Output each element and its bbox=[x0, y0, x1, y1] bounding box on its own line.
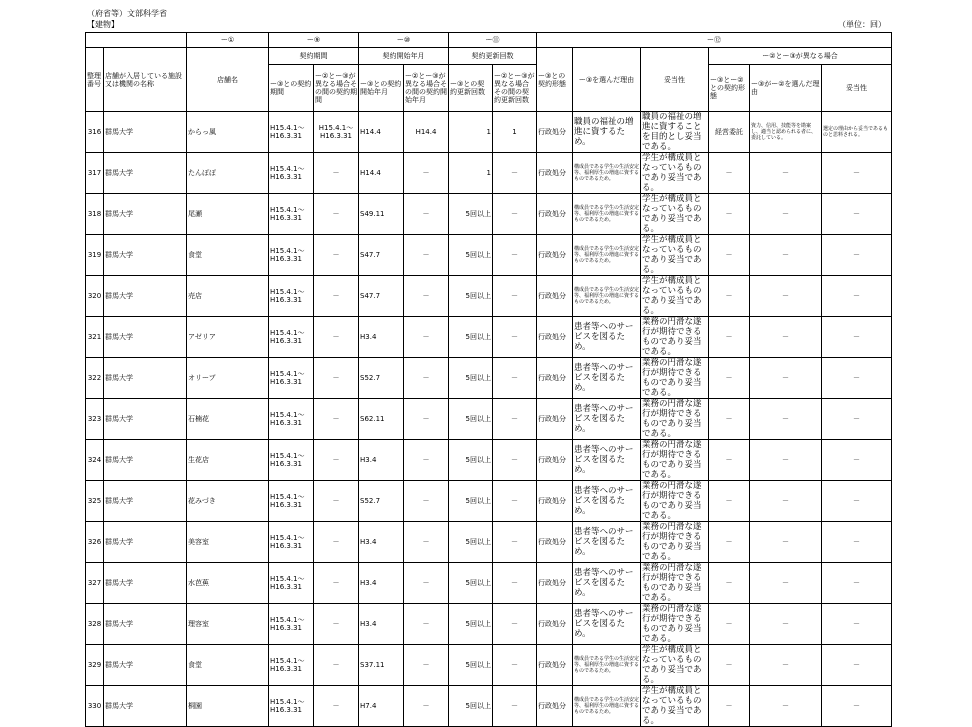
row-renewals-3: 1 bbox=[449, 112, 493, 153]
row-start-2: － bbox=[404, 604, 449, 645]
row-renewals-2: － bbox=[493, 563, 537, 604]
row-store: 尾瀬 bbox=[187, 194, 269, 235]
ministry-label: （府省等）文部科学省 bbox=[87, 9, 167, 18]
row-validity-2: － bbox=[822, 276, 892, 317]
row-org: 群馬大学 bbox=[104, 686, 187, 727]
row-start-3: S52.7 bbox=[359, 358, 404, 399]
row-renewals-2: － bbox=[493, 358, 537, 399]
row-start-3: H3.4 bbox=[359, 440, 404, 481]
row-validity: 学生が構成員となっているものであり妥当である。 bbox=[641, 276, 709, 317]
row-store: 売店 bbox=[187, 276, 269, 317]
row-reason: 構成員である学生の生活安定等、福利厚生の増進に資するものであるため。 bbox=[573, 686, 641, 727]
row-period-3: H15.4.1～H16.3.31 bbox=[269, 276, 314, 317]
row-org: 群馬大学 bbox=[104, 194, 187, 235]
row-reason: 患者等へのサービスを図るため。 bbox=[573, 317, 641, 358]
row-validity-2: － bbox=[822, 317, 892, 358]
row-period-3: H15.4.1～H16.3.31 bbox=[269, 112, 314, 153]
row-renewals-2: － bbox=[493, 440, 537, 481]
table-row bbox=[86, 481, 892, 522]
row-period-3: H15.4.1～H16.3.31 bbox=[269, 317, 314, 358]
row-start-2: － bbox=[404, 317, 449, 358]
row-reason: 患者等へのサービスを図るため。 bbox=[573, 481, 641, 522]
row-start-3: S52.7 bbox=[359, 481, 404, 522]
row-period-3: H15.4.1～H16.3.31 bbox=[269, 645, 314, 686]
table-row bbox=[86, 194, 892, 235]
row-contract-form-2: － bbox=[709, 358, 750, 399]
row-org: 群馬大学 bbox=[104, 440, 187, 481]
row-start-2: － bbox=[404, 686, 449, 727]
row-no: 327 bbox=[86, 563, 104, 604]
row-contract-form-2: － bbox=[709, 440, 750, 481]
row-start-2: － bbox=[404, 358, 449, 399]
row-period-2: H15.4.1～H16.3.31 bbox=[314, 112, 359, 153]
row-renewals-3: 5回以上 bbox=[449, 358, 493, 399]
row-start-2: － bbox=[404, 194, 449, 235]
row-contract-form: 行政処分 bbox=[537, 481, 573, 522]
row-validity: 業務の円滑な遂行が期待できるものであり妥当である。 bbox=[641, 604, 709, 645]
table-row bbox=[86, 686, 892, 727]
row-no: 330 bbox=[86, 686, 104, 727]
row-validity: 業務の円滑な遂行が期待できるものであり妥当である。 bbox=[641, 522, 709, 563]
row-contract-form-2: － bbox=[709, 604, 750, 645]
row-validity: 職員の福祉の増進に資することを目的とし妥当である。 bbox=[641, 112, 709, 153]
row-period-3: H15.4.1～H16.3.31 bbox=[269, 686, 314, 727]
row-start-2: － bbox=[404, 563, 449, 604]
row-validity: 学生が構成員となっているものであり妥当である。 bbox=[641, 153, 709, 194]
row-renewals-2: － bbox=[493, 522, 537, 563]
header-n3: ー③との契約更新回数 bbox=[449, 65, 493, 112]
header-blank bbox=[86, 33, 187, 48]
row-period-2: － bbox=[314, 399, 359, 440]
row-store: たんぽぽ bbox=[187, 153, 269, 194]
row-reason-2: － bbox=[750, 194, 822, 235]
subgroup-start: 契約開始年月 bbox=[359, 48, 449, 65]
row-period-2: － bbox=[314, 686, 359, 727]
row-renewals-3: 5回以上 bbox=[449, 522, 493, 563]
row-renewals-2: － bbox=[493, 481, 537, 522]
row-start-2: － bbox=[404, 645, 449, 686]
group-label-10: ー⑩ bbox=[359, 33, 449, 48]
row-reason-2: 資力、信用、技能等を勘案し、適当と認められる者に、委託している。 bbox=[750, 112, 822, 153]
row-validity: 業務の円滑な遂行が期待できるものであり妥当である。 bbox=[641, 317, 709, 358]
row-validity: 学生が構成員となっているものであり妥当である。 bbox=[641, 645, 709, 686]
table-row bbox=[86, 112, 892, 153]
row-start-3: S37.11 bbox=[359, 645, 404, 686]
row-validity-2: － bbox=[822, 399, 892, 440]
row-validity: 業務の円滑な遂行が期待できるものであり妥当である。 bbox=[641, 440, 709, 481]
row-contract-form-2: 経営委託 bbox=[709, 112, 750, 153]
row-store: 食堂 bbox=[187, 645, 269, 686]
table-body bbox=[86, 112, 892, 727]
row-store: からっ風 bbox=[187, 112, 269, 153]
row-period-2: － bbox=[314, 235, 359, 276]
table-row bbox=[86, 645, 892, 686]
row-no: 320 bbox=[86, 276, 104, 317]
row-reason: 構成員である学生の生活安定等、福利厚生の増進に資するものであるため。 bbox=[573, 235, 641, 276]
row-store: 食堂 bbox=[187, 235, 269, 276]
row-renewals-2: 1 bbox=[493, 112, 537, 153]
row-org: 群馬大学 bbox=[104, 522, 187, 563]
row-period-2: － bbox=[314, 645, 359, 686]
row-validity: 業務の円滑な遂行が期待できるものであり妥当である。 bbox=[641, 358, 709, 399]
row-org: 群馬大学 bbox=[104, 645, 187, 686]
row-renewals-2: － bbox=[493, 645, 537, 686]
row-period-3: H15.4.1～H16.3.31 bbox=[269, 399, 314, 440]
header-form2: ー③とー②との契約形態 bbox=[709, 65, 750, 112]
row-start-2: － bbox=[404, 440, 449, 481]
row-contract-form: 行政処分 bbox=[537, 645, 573, 686]
row-org: 群馬大学 bbox=[104, 317, 187, 358]
row-org: 群馬大学 bbox=[104, 481, 187, 522]
group-label-11: ー⑪ bbox=[449, 33, 537, 48]
row-contract-form: 行政処分 bbox=[537, 235, 573, 276]
header-p2: ー②とー③が異なる場合その間の契約期間 bbox=[314, 65, 359, 112]
row-reason: 構成員である学生の生活安定等、福利厚生の増進に資するものであるため。 bbox=[573, 194, 641, 235]
row-no: 325 bbox=[86, 481, 104, 522]
category-label: 【建物】 bbox=[87, 20, 119, 29]
row-period-3: H15.4.1～H16.3.31 bbox=[269, 235, 314, 276]
group-label-1: ー① bbox=[187, 33, 269, 48]
header-valid: 妥当性 bbox=[641, 48, 709, 112]
row-period-3: H15.4.1～H16.3.31 bbox=[269, 358, 314, 399]
row-store: 水芭蕉 bbox=[187, 563, 269, 604]
row-start-3: H3.4 bbox=[359, 563, 404, 604]
row-renewals-2: － bbox=[493, 399, 537, 440]
row-contract-form: 行政処分 bbox=[537, 194, 573, 235]
row-validity-2: － bbox=[822, 645, 892, 686]
table-row bbox=[86, 399, 892, 440]
table-header bbox=[86, 33, 892, 112]
row-period-2: － bbox=[314, 522, 359, 563]
row-renewals-2: － bbox=[493, 235, 537, 276]
row-period-2: － bbox=[314, 358, 359, 399]
row-contract-form: 行政処分 bbox=[537, 399, 573, 440]
table-row bbox=[86, 317, 892, 358]
row-renewals-3: 5回以上 bbox=[449, 686, 493, 727]
row-start-2: － bbox=[404, 276, 449, 317]
row-start-3: H3.4 bbox=[359, 604, 404, 645]
header-reason2: ー③がー②を選んだ理由 bbox=[750, 65, 822, 112]
row-store: 桐園 bbox=[187, 686, 269, 727]
row-reason: 患者等へのサービスを図るため。 bbox=[573, 563, 641, 604]
header-store: 店舗名 bbox=[187, 48, 269, 112]
row-renewals-3: 5回以上 bbox=[449, 276, 493, 317]
header-form3: ー③との契約形態 bbox=[537, 48, 573, 112]
row-store: 生花店 bbox=[187, 440, 269, 481]
row-renewals-3: 5回以上 bbox=[449, 235, 493, 276]
row-period-3: H15.4.1～H16.3.31 bbox=[269, 522, 314, 563]
row-validity: 業務の円滑な遂行が期待できるものであり妥当である。 bbox=[641, 481, 709, 522]
table-row bbox=[86, 235, 892, 276]
row-contract-form-2: － bbox=[709, 235, 750, 276]
row-start-3: H14.4 bbox=[359, 112, 404, 153]
row-start-3: S62.11 bbox=[359, 399, 404, 440]
row-org: 群馬大学 bbox=[104, 112, 187, 153]
row-period-2: － bbox=[314, 604, 359, 645]
row-renewals-2: － bbox=[493, 686, 537, 727]
row-contract-form: 行政処分 bbox=[537, 686, 573, 727]
subgroup-renewals: 契約更新回数 bbox=[449, 48, 537, 65]
row-org: 群馬大学 bbox=[104, 358, 187, 399]
row-renewals-3: 5回以上 bbox=[449, 194, 493, 235]
table-row bbox=[86, 563, 892, 604]
row-validity-2: － bbox=[822, 563, 892, 604]
group-label-12: ー⑫ bbox=[537, 33, 892, 48]
row-validity-2: － bbox=[822, 604, 892, 645]
row-no: 316 bbox=[86, 112, 104, 153]
row-reason-2: － bbox=[750, 522, 822, 563]
row-org: 群馬大学 bbox=[104, 604, 187, 645]
row-validity-2: － bbox=[822, 686, 892, 727]
row-reason-2: － bbox=[750, 440, 822, 481]
row-start-3: S49.11 bbox=[359, 194, 404, 235]
row-reason-2: － bbox=[750, 645, 822, 686]
row-validity-2: － bbox=[822, 153, 892, 194]
row-contract-form-2: － bbox=[709, 194, 750, 235]
row-reason-2: － bbox=[750, 276, 822, 317]
row-reason: 患者等へのサービスを図るため。 bbox=[573, 399, 641, 440]
row-start-3: H14.4 bbox=[359, 153, 404, 194]
row-start-3: H3.4 bbox=[359, 522, 404, 563]
row-org: 群馬大学 bbox=[104, 399, 187, 440]
row-contract-form-2: － bbox=[709, 481, 750, 522]
row-renewals-3: 5回以上 bbox=[449, 645, 493, 686]
row-no: 322 bbox=[86, 358, 104, 399]
row-renewals-3: 5回以上 bbox=[449, 440, 493, 481]
row-validity-2: － bbox=[822, 440, 892, 481]
row-contract-form: 行政処分 bbox=[537, 317, 573, 358]
row-validity-2: 選定の理由から妥当であるものと思料される。 bbox=[822, 112, 892, 153]
row-contract-form-2: － bbox=[709, 563, 750, 604]
row-validity-2: － bbox=[822, 235, 892, 276]
header-p3: ー③との契約期間 bbox=[269, 65, 314, 112]
row-reason: 構成員である学生の生活安定等、福利厚生の増進に資するものであるため。 bbox=[573, 276, 641, 317]
row-contract-form: 行政処分 bbox=[537, 358, 573, 399]
row-contract-form-2: － bbox=[709, 317, 750, 358]
row-reason: 患者等へのサービスを図るため。 bbox=[573, 604, 641, 645]
row-validity: 学生が構成員となっているものであり妥当である。 bbox=[641, 235, 709, 276]
table-row bbox=[86, 358, 892, 399]
row-contract-form-2: － bbox=[709, 686, 750, 727]
row-contract-form: 行政処分 bbox=[537, 604, 573, 645]
row-contract-form: 行政処分 bbox=[537, 440, 573, 481]
table-row bbox=[86, 153, 892, 194]
row-no: 321 bbox=[86, 317, 104, 358]
row-reason-2: － bbox=[750, 686, 822, 727]
header-n2: ー②とー③が異なる場合その間の契約更新回数 bbox=[493, 65, 537, 112]
row-renewals-3: 1 bbox=[449, 153, 493, 194]
row-reason: 患者等へのサービスを図るため。 bbox=[573, 358, 641, 399]
row-validity: 学生が構成員となっているものであり妥当である。 bbox=[641, 194, 709, 235]
row-store: 美容室 bbox=[187, 522, 269, 563]
row-period-3: H15.4.1～H16.3.31 bbox=[269, 153, 314, 194]
header-no: 整理番号 bbox=[86, 48, 104, 112]
row-period-2: － bbox=[314, 276, 359, 317]
row-store: 理容室 bbox=[187, 604, 269, 645]
table-row bbox=[86, 522, 892, 563]
unit-label: （単位：回） bbox=[838, 20, 886, 29]
row-no: 318 bbox=[86, 194, 104, 235]
row-contract-form-2: － bbox=[709, 645, 750, 686]
row-org: 群馬大学 bbox=[104, 563, 187, 604]
header-s2: ー②とー③が異なる場合その間の契約開始年月 bbox=[404, 65, 449, 112]
row-contract-form-2: － bbox=[709, 522, 750, 563]
row-reason: 構成員である学生の生活安定等、福利厚生の増進に資するものであるため。 bbox=[573, 153, 641, 194]
row-renewals-2: － bbox=[493, 604, 537, 645]
row-start-2: － bbox=[404, 522, 449, 563]
row-no: 326 bbox=[86, 522, 104, 563]
row-contract-form-2: － bbox=[709, 399, 750, 440]
row-start-3: H3.4 bbox=[359, 317, 404, 358]
row-org: 群馬大学 bbox=[104, 276, 187, 317]
row-validity-2: － bbox=[822, 481, 892, 522]
header-valid2: 妥当性 bbox=[822, 65, 892, 112]
row-reason-2: － bbox=[750, 358, 822, 399]
row-contract-form: 行政処分 bbox=[537, 112, 573, 153]
group-label-9: ー⑨ bbox=[269, 33, 359, 48]
row-no: 323 bbox=[86, 399, 104, 440]
row-reason-2: － bbox=[750, 153, 822, 194]
header-reason: ー③を選んだ理由 bbox=[573, 48, 641, 112]
row-reason-2: － bbox=[750, 604, 822, 645]
row-contract-form: 行政処分 bbox=[537, 563, 573, 604]
subgroup-period: 契約期間 bbox=[269, 48, 359, 65]
row-store: オリーブ bbox=[187, 358, 269, 399]
row-renewals-3: 5回以上 bbox=[449, 604, 493, 645]
row-period-2: － bbox=[314, 440, 359, 481]
row-period-2: － bbox=[314, 563, 359, 604]
row-reason: 構成員である学生の生活安定等、福利厚生の増進に資するものであるため。 bbox=[573, 645, 641, 686]
row-renewals-3: 5回以上 bbox=[449, 317, 493, 358]
row-period-3: H15.4.1～H16.3.31 bbox=[269, 481, 314, 522]
row-reason-2: － bbox=[750, 399, 822, 440]
row-period-2: － bbox=[314, 153, 359, 194]
row-start-2: － bbox=[404, 153, 449, 194]
row-org: 群馬大学 bbox=[104, 153, 187, 194]
row-store: アゼリア bbox=[187, 317, 269, 358]
row-start-2: － bbox=[404, 481, 449, 522]
row-reason: 職員の福祉の増進に資するため。 bbox=[573, 112, 641, 153]
row-contract-form-2: － bbox=[709, 276, 750, 317]
row-start-2: － bbox=[404, 235, 449, 276]
row-contract-form: 行政処分 bbox=[537, 522, 573, 563]
row-contract-form: 行政処分 bbox=[537, 153, 573, 194]
row-start-2: H14.4 bbox=[404, 112, 449, 153]
header-s3: ー③との契約開始年月 bbox=[359, 65, 404, 112]
row-validity: 業務の円滑な遂行が期待できるものであり妥当である。 bbox=[641, 563, 709, 604]
row-validity-2: － bbox=[822, 522, 892, 563]
contract-table bbox=[85, 32, 892, 727]
table-row bbox=[86, 276, 892, 317]
row-period-3: H15.4.1～H16.3.31 bbox=[269, 440, 314, 481]
row-store: 石楠花 bbox=[187, 399, 269, 440]
row-validity-2: － bbox=[822, 358, 892, 399]
row-reason-2: － bbox=[750, 235, 822, 276]
row-renewals-3: 5回以上 bbox=[449, 399, 493, 440]
row-renewals-2: － bbox=[493, 194, 537, 235]
row-renewals-2: － bbox=[493, 276, 537, 317]
row-reason: 患者等へのサービスを図るため。 bbox=[573, 522, 641, 563]
row-org: 群馬大学 bbox=[104, 235, 187, 276]
row-period-2: － bbox=[314, 317, 359, 358]
row-no: 328 bbox=[86, 604, 104, 645]
row-renewals-2: － bbox=[493, 317, 537, 358]
row-validity-2: － bbox=[822, 194, 892, 235]
row-validity: 学生が構成員となっているものであり妥当である。 bbox=[641, 686, 709, 727]
row-renewals-2: － bbox=[493, 153, 537, 194]
row-renewals-3: 5回以上 bbox=[449, 481, 493, 522]
row-start-3: S47.7 bbox=[359, 276, 404, 317]
row-start-3: S47.7 bbox=[359, 235, 404, 276]
row-renewals-3: 5回以上 bbox=[449, 563, 493, 604]
row-no: 317 bbox=[86, 153, 104, 194]
row-store: 花みづき bbox=[187, 481, 269, 522]
subgroup-differ: ー②とー③が異なる場合 bbox=[709, 48, 892, 65]
row-period-3: H15.4.1～H16.3.31 bbox=[269, 604, 314, 645]
row-period-3: H15.4.1～H16.3.31 bbox=[269, 563, 314, 604]
row-period-2: － bbox=[314, 481, 359, 522]
row-reason-2: － bbox=[750, 563, 822, 604]
row-period-2: － bbox=[314, 194, 359, 235]
row-no: 324 bbox=[86, 440, 104, 481]
header-org: 店舗が入居している施設又は機関の名称 bbox=[104, 48, 187, 112]
row-contract-form: 行政処分 bbox=[537, 276, 573, 317]
row-contract-form-2: － bbox=[709, 153, 750, 194]
row-start-3: H7.4 bbox=[359, 686, 404, 727]
table-row bbox=[86, 604, 892, 645]
row-no: 319 bbox=[86, 235, 104, 276]
row-validity: 業務の円滑な遂行が期待できるものであり妥当である。 bbox=[641, 399, 709, 440]
table-row bbox=[86, 440, 892, 481]
row-reason-2: － bbox=[750, 317, 822, 358]
row-start-2: － bbox=[404, 399, 449, 440]
row-reason: 患者等へのサービスを図るため。 bbox=[573, 440, 641, 481]
row-no: 329 bbox=[86, 645, 104, 686]
row-period-3: H15.4.1～H16.3.31 bbox=[269, 194, 314, 235]
row-reason-2: － bbox=[750, 481, 822, 522]
